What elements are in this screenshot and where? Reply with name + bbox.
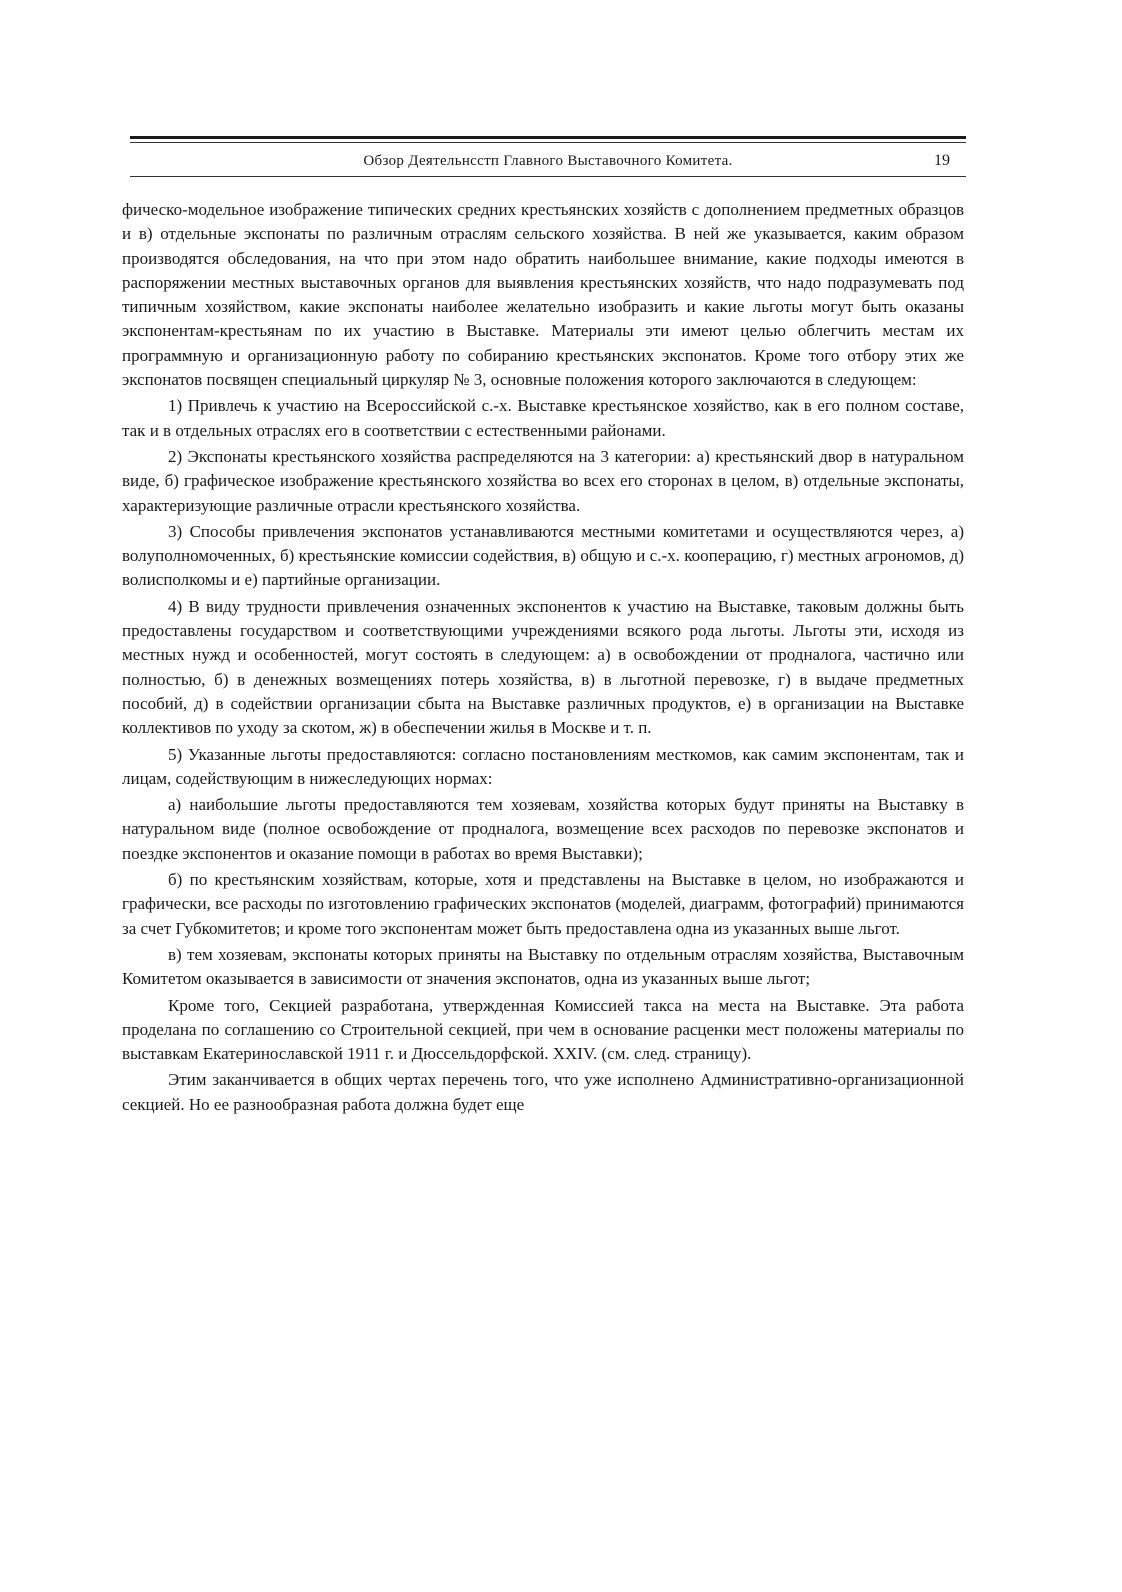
- paragraph: в) тем хозяевам, экспонаты которых приняты на Выставку по отдельным отраслям хозяйства, Выставочным Комитетом оказывается в зависимости от значения экспонатов, одна из указанных выше льгот;: [122, 944, 964, 989]
- paragraph: Кроме того, Секцией разработана, утвержденная Комиссией такса на места на Выставке. Эта работа проделана по соглашению со Строительной секцией, при чем в основание расценки мест положены материалы по выставкам Екатеринославской 1911 г. и Дюссельдорфской. XXIV. (см. след. страницу).: [122, 995, 964, 1064]
- paragraph: а) наибольшие льготы предоставляются тем хозяевам, хозяйства которых будут приняты на Выставку в натуральном виде (полное освобождение от продналога, возмещение всех расходов по перевозке экспонатов и поездке экспонентов и оказание помощи в работах во время Выставки);: [122, 795, 964, 863]
- header-rule-thick: [130, 136, 966, 139]
- paragraph: Этим заканчивается в общих чертах перечень того, что уже исполнено Административно-организационной секцией. Но ее разнообразная работа должна будет еще: [122, 1070, 964, 1114]
- paragraph: 4) В виду трудности привлечения означенных экспонентов к участию на Выставке, таковым должны быть предоставлены государством и соответствующими учреждениями всякого рода льготы. Льготы эти, исходя из местных нужд и особенностей, могут состоять в следующем: а) в освобождении от продналога, частично или полностью, б) в денежных возмещениях потерь хозяйства, в) в льготной перевозке, г) в выдаче предметных пособий, д) в содействии организации сбыта на Выставке различных продуктов, е) в организации на Выставке коллективов по уходу за скотом, ж) в обеспечении жилья в Москве и т. п.: [122, 596, 964, 738]
- paragraph: б) по крестьянским хозяйствам, которые, хотя и представлены на Выставке в целом, но изображаются и графически, все расходы по изготовлению графических экспонатов (моделей, диаграмм, фотографий) принимаются за счет Губкомитетов; и кроме того экспонентам может быть предоставлена одна из указанных выше льгот.: [122, 870, 964, 938]
- paragraph: 1) Привлечь к участию на Всероссийской с.-х. Выставке крестьянское хозяйство, как в его полном составе, так и в отдельных отраслях его в соответствии с естественными районами.: [122, 396, 964, 440]
- body-text: [122, 198, 964, 1117]
- running-header: [130, 150, 966, 172]
- paragraph: 2) Экспонаты крестьянского хозяйства распределяются на 3 категории: а) крестьянский двор в натуральном виде, б) графическое изображение крестьянского хозяйства во всех его сторонах в целом, в) отдельные экспонаты, характеризующие различные отрасли крестьянского хозяйства.: [122, 446, 964, 515]
- running-title: Обзор Деятельнсстп Главного Выставочного Комитета.: [363, 153, 733, 169]
- header-rule-thin: [130, 142, 966, 143]
- paragraph: 5) Указанные льготы предоставляются: согласно постановлениям месткомов, как самим экспонентам, так и лицам, содействующим в нижеследующих нормах:: [122, 744, 964, 788]
- paragraph: 3) Способы привлечения экспонатов устанавливаются местными комитетами и осуществляются через, а) волуполномоченных, б) крестьянские комиссии содействия, в) общую и с.-х. кооперацию, г) местных агрономов, д) волисполкомы и е) партийные организации.: [122, 521, 964, 590]
- page-number: 19: [934, 152, 950, 169]
- header-rule-bottom: [130, 176, 966, 177]
- paragraph: фическо-модельное изображение типических средних крестьянских хозяйств с дополнением предметных образцов и в) отдельные экспонаты по различным отраслям сельского хозяйства. В ней же указывается, каким образом производятся обследования, на что при этом надо обратить наибольшее внимание, какие подходы имеются в распоряжении местных выставочных органов для выявления крестьянских хозяйств, что надо подразумевать под типичным хозяйством, какие экспонаты наиболее желательно изобразить и какие льготы могут быть оказаны экспонентам-крестьянам по их участию в Выставке. Материалы эти имеют целью облегчить местам их программную и организационную работу по собиранию крестьянских экспонатов. Кроме того отбору этих же экспонатов посвящен специальный циркуляр № 3, основные положения которого заключаются в следующем:: [122, 200, 964, 390]
